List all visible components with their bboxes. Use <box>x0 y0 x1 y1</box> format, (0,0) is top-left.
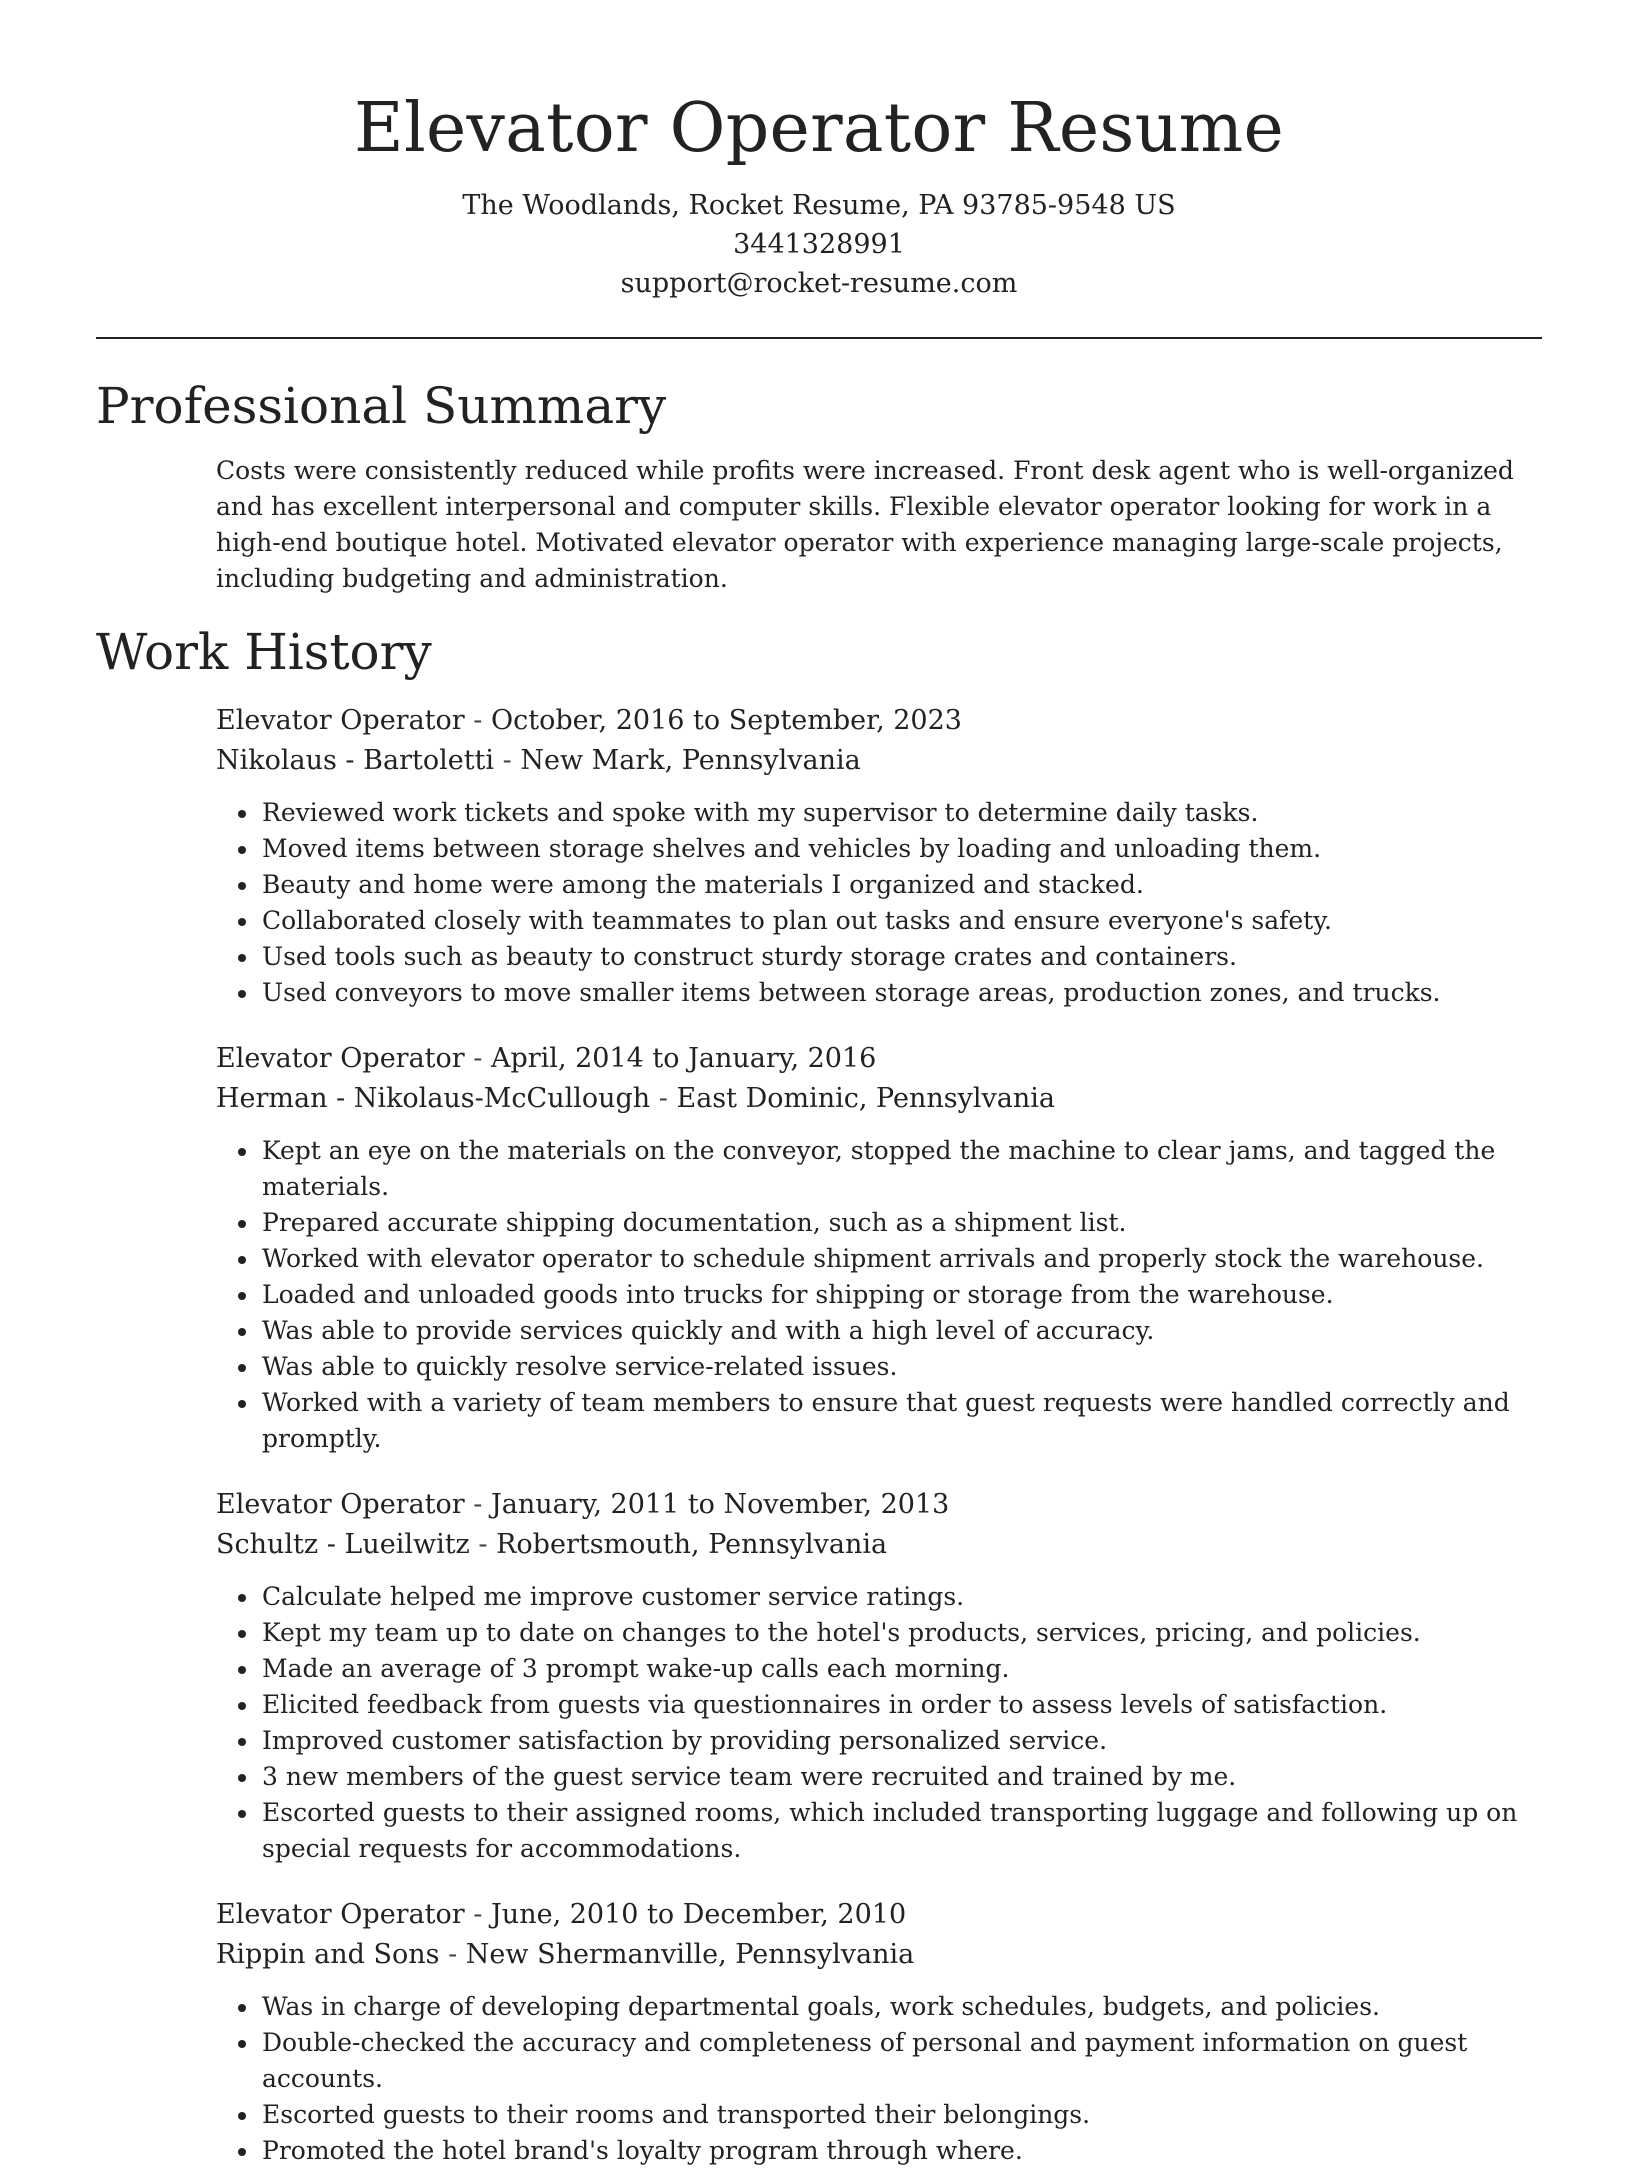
job-location: New Shermanville, Pennsylvania <box>465 1939 915 1970</box>
job-location: New Mark, Pennsylvania <box>520 745 861 776</box>
job-entry <box>216 1485 1542 1867</box>
separator: - <box>494 745 521 776</box>
separator: - <box>469 1529 497 1560</box>
job-title-line <box>216 1485 1542 1525</box>
job-duty-item: • Prepared accurate shipping documentation, such as a shipment list. <box>260 1205 1542 1241</box>
job-dates: June, 2010 to December, 2010 <box>490 1899 907 1930</box>
header-divider <box>96 337 1542 339</box>
job-duty-item: • Was in charge of developing departmental goals, work schedules, budgets, and policies. <box>260 1989 1542 2025</box>
resume-page <box>96 0 1542 2169</box>
job-company: Nikolaus - Bartoletti <box>216 745 495 776</box>
summary-heading: Professional Summary <box>96 377 667 435</box>
job-entry <box>216 701 1542 1011</box>
job-duty-item: • Collaborated closely with teammates to plan out tasks and ensure everyone's safety. <box>260 903 1542 939</box>
job-duty-item: • Calculate helped me improve customer service ratings. <box>260 1579 1542 1615</box>
job-duty-item: • Kept an eye on the materials on the conveyor, stopped the machine to clear jams, and tagged the materials. <box>260 1133 1542 1205</box>
job-dates: October, 2016 to September, 2023 <box>490 705 962 736</box>
job-title-line <box>216 1895 1542 1935</box>
job-duties-list <box>216 1579 1542 1867</box>
job-duty-item: • Elicited feedback from guests via questionnaires in order to assess levels of satisfaction. <box>260 1687 1542 1723</box>
job-company-line <box>216 1935 1542 1975</box>
job-company-line <box>216 1079 1542 1119</box>
job-duty-item: • Was able to quickly resolve service-related issues. <box>260 1349 1542 1385</box>
job-duty-item: • Beauty and home were among the materials I organized and stacked. <box>260 867 1542 903</box>
job-duty-item: • Moved items between storage shelves and vehicles by loading and unloading them. <box>260 831 1542 867</box>
separator: - <box>464 705 491 736</box>
job-company: Rippin and Sons <box>216 1939 440 1970</box>
job-duty-item: • Escorted guests to their assigned rooms, which included transporting luggage and following up on special requests for accommodations. <box>260 1795 1542 1867</box>
job-duty-item: • Double-checked the accuracy and completeness of personal and payment information on guest accounts. <box>260 2025 1542 2097</box>
job-duty-item: • Worked with a variety of team members to ensure that guest requests were handled correctly and promptly. <box>260 1385 1542 1457</box>
job-company: Herman - Nikolaus-McCullough <box>216 1083 651 1114</box>
job-duty-item: • Promoted the hotel brand's loyalty program through where. <box>260 2133 1542 2169</box>
job-role: Elevator Operator <box>216 1899 465 1930</box>
job-duties-list <box>216 1133 1542 1457</box>
job-duty-item: • Reviewed work tickets and spoke with my supervisor to determine daily tasks. <box>260 795 1542 831</box>
job-duties-list <box>216 1989 1542 2169</box>
job-title-line <box>216 1039 1542 1079</box>
summary-text: Costs were consistently reduced while profits were increased. Front desk agent who is well-organized and has excellent interpersonal and computer skills. Flexible elevator operator looking for work in a high-end boutique hotel. Motivated elevator operator with experience managing large-scale projects, including budgeting and administration. <box>216 456 1514 593</box>
job-title-line <box>216 701 1542 741</box>
job-duty-item: • Escorted guests to their rooms and transported their belongings. <box>260 2097 1542 2133</box>
contact-email: support@rocket-resume.com <box>620 268 1018 299</box>
job-role: Elevator Operator <box>216 1489 465 1520</box>
separator: - <box>464 1899 491 1930</box>
separator: - <box>650 1083 677 1114</box>
resume-title: Elevator Operator Resume <box>354 89 1284 168</box>
job-location: Robertsmouth, Pennsylvania <box>496 1529 888 1560</box>
job-company-line <box>216 1525 1542 1565</box>
job-duty-item: • Worked with elevator operator to schedule shipment arrivals and properly stock the warehouse. <box>260 1241 1542 1277</box>
job-duties-list <box>216 795 1542 1011</box>
job-duty-item: • Loaded and unloaded goods into trucks for shipping or storage from the warehouse. <box>260 1277 1542 1313</box>
job-entry <box>216 1895 1542 2169</box>
job-dates: January, 2011 to November, 2013 <box>490 1489 950 1520</box>
job-role: Elevator Operator <box>216 1043 465 1074</box>
job-dates: April, 2014 to January, 2016 <box>490 1043 877 1074</box>
job-role: Elevator Operator <box>216 705 465 736</box>
job-company-line <box>216 741 1542 781</box>
work-history-heading: Work History <box>96 623 432 681</box>
work-history-list <box>96 701 1542 2169</box>
job-duty-item: • Made an average of 3 prompt wake-up calls each morning. <box>260 1651 1542 1687</box>
job-entry <box>216 1039 1542 1457</box>
job-duty-item: • Kept my team up to date on changes to the hotel's products, services, pricing, and policies. <box>260 1615 1542 1651</box>
contact-address: The Woodlands, Rocket Resume, PA 93785-9548 US <box>462 190 1176 221</box>
separator: - <box>439 1939 466 1970</box>
separator: - <box>464 1043 491 1074</box>
job-location: East Dominic, Pennsylvania <box>676 1083 1055 1114</box>
contact-phone: 3441328991 <box>733 229 905 260</box>
job-company: Schultz - Lueilwitz <box>216 1529 470 1560</box>
separator: - <box>464 1489 491 1520</box>
job-duty-item: • 3 new members of the guest service team were recruited and trained by me. <box>260 1759 1542 1795</box>
job-duty-item: • Was able to provide services quickly and with a high level of accuracy. <box>260 1313 1542 1349</box>
job-duty-item: • Used conveyors to move smaller items between storage areas, production zones, and trucks. <box>260 975 1542 1011</box>
job-duty-item: • Improved customer satisfaction by providing personalized service. <box>260 1723 1542 1759</box>
contact-block <box>96 186 1542 303</box>
job-duty-item: • Used tools such as beauty to construct sturdy storage crates and containers. <box>260 939 1542 975</box>
resume-header <box>96 0 1542 303</box>
